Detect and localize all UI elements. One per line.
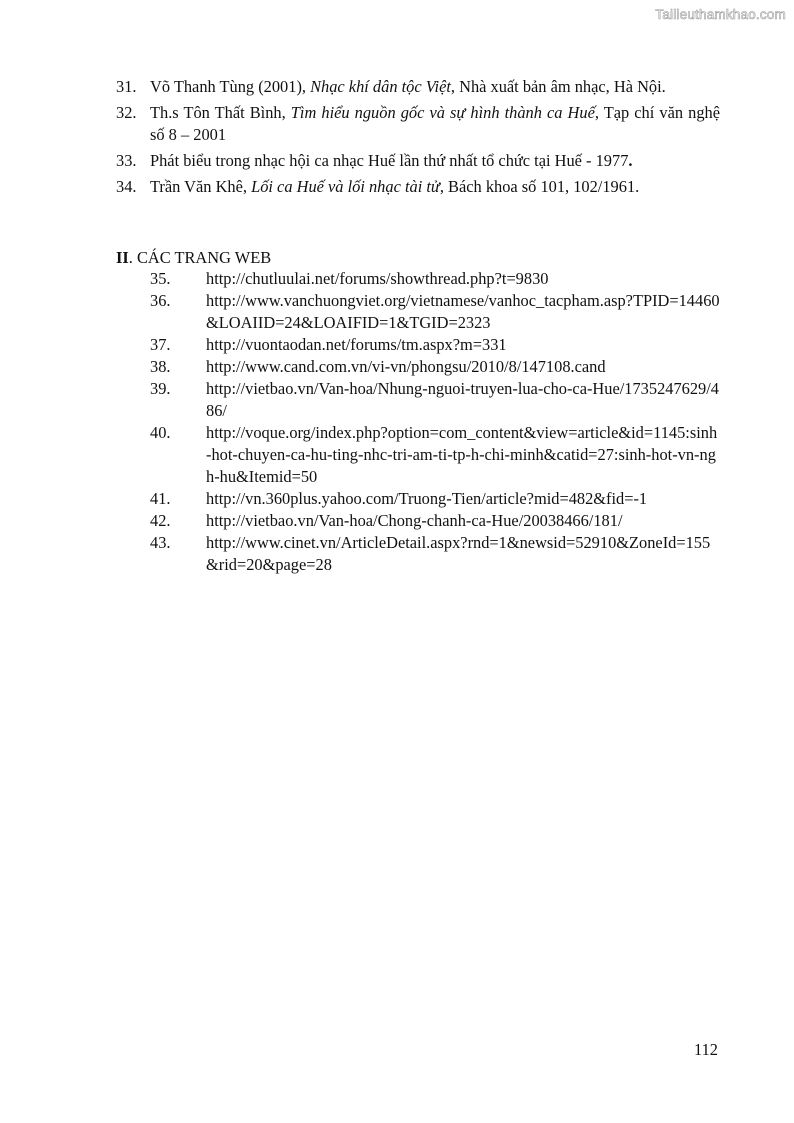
reference-number: 34. — [116, 177, 137, 196]
reference-item — [116, 102, 720, 146]
website-item — [150, 334, 720, 356]
website-number: 36. — [150, 291, 171, 310]
website-item — [150, 378, 720, 422]
watermark: Tailieuthamkhao.com — [655, 7, 786, 22]
website-url[interactable]: http://chutluulai.net/forums/showthread.php?t=9830 — [206, 269, 549, 288]
website-number: 37. — [150, 335, 171, 354]
website-list — [150, 268, 720, 576]
website-item — [150, 532, 720, 576]
reference-number: 31. — [116, 77, 137, 96]
website-url[interactable]: http://vn.360plus.yahoo.com/Truong-Tien/article?mid=482&fid=-1 — [206, 489, 648, 508]
reference-list — [116, 76, 720, 202]
website-url[interactable]: http://vietbao.vn/Van-hoa/Chong-chanh-ca-Hue/20038466/181/ — [206, 511, 623, 530]
reference-title: Tìm hiểu nguồn gốc và sự hình thành ca Huế — [290, 103, 595, 122]
reference-item — [116, 150, 720, 172]
website-url[interactable]: http://vuontaodan.net/forums/tm.aspx?m=331 — [206, 335, 507, 354]
page-number: 112 — [694, 1040, 718, 1059]
reference-number: 33. — [116, 151, 137, 170]
reference-text: Trần Văn Khê, Lối ca Huế và lối nhạc tài tử, Bách khoa số 101, 102/1961. — [150, 177, 640, 196]
reference-text: Phát biểu trong nhạc hội ca nhạc Huế lần thứ nhất tổ chức tại Huế - 1977. — [150, 151, 633, 170]
website-item — [150, 268, 720, 290]
website-item — [150, 290, 720, 334]
website-url[interactable]: http://voque.org/index.php?option=com_content&view=article&id=1145:sinh-hot-chuyen-ca-hu-ting-nhc-tri-am-ti-tp-h-chi-minh&catid=27:sinh-hot-vn-ngh-hu&Itemid=50 — [206, 423, 718, 486]
website-item — [150, 488, 720, 510]
website-number: 39. — [150, 379, 171, 398]
website-url[interactable]: http://www.cinet.vn/ArticleDetail.aspx?rnd=1&newsid=52910&ZoneId=155&rid=20&page=28 — [206, 533, 711, 574]
website-url[interactable]: http://www.cand.com.vn/vi-vn/phongsu/2010/8/147108.cand — [206, 357, 606, 376]
website-item — [150, 510, 720, 532]
website-url[interactable]: http://www.vanchuongviet.org/vietnamese/vanhoc_tacpham.asp?TPID=14460&LOAIID=24&LOAIFID=1&TGID=2323 — [206, 291, 720, 332]
reference-item — [116, 176, 720, 198]
website-number: 38. — [150, 357, 171, 376]
website-number: 42. — [150, 511, 171, 530]
reference-title: Lối ca Huế và lối nhạc tài tử — [251, 177, 440, 196]
website-item — [150, 356, 720, 378]
reference-text: Võ Thanh Tùng (2001), Nhạc khí dân tộc Việt, Nhà xuất bản âm nhạc, Hà Nội. — [150, 77, 666, 96]
website-number: 35. — [150, 269, 171, 288]
website-number: 40. — [150, 423, 171, 442]
reference-number: 32. — [116, 103, 137, 122]
website-url[interactable]: http://vietbao.vn/Van-hoa/Nhung-nguoi-truyen-lua-cho-ca-Hue/1735247629/486/ — [206, 379, 719, 420]
section-heading: II. CÁC TRANG WEB — [116, 248, 272, 267]
reference-text: Th.s Tôn Thất Bình, Tìm hiểu nguồn gốc và sự hình thành ca Huế, Tạp chí văn nghệ số 8 – 2001 — [150, 103, 720, 144]
reference-title: Nhạc khí dân tộc Việt — [310, 77, 451, 96]
website-number: 41. — [150, 489, 171, 508]
website-item — [150, 422, 720, 488]
website-number: 43. — [150, 533, 171, 552]
reference-item — [116, 76, 720, 98]
